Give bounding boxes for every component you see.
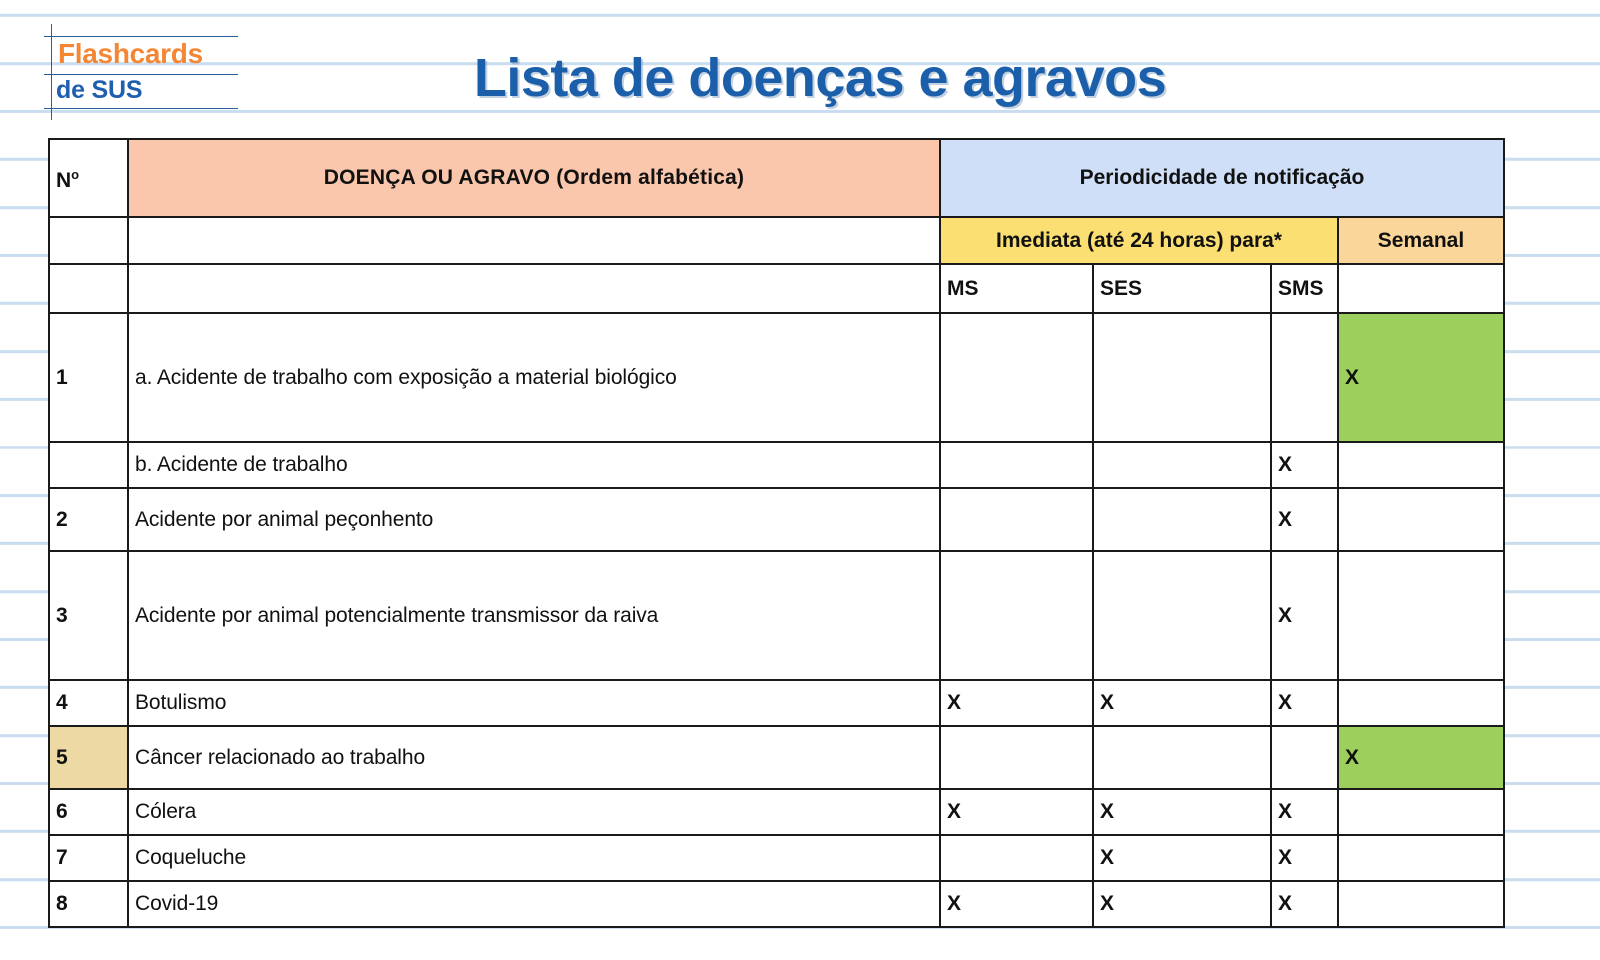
table-row [49, 680, 1504, 726]
row-mark-semanal [1338, 835, 1504, 881]
logo-rule-bottom [44, 108, 238, 109]
row-number-cell: 6 [49, 789, 128, 835]
row-mark-ses [1093, 726, 1271, 789]
row-mark-ms [940, 726, 1093, 789]
row-disease-cell: Botulismo [128, 680, 940, 726]
row-mark-ses: X [1093, 789, 1271, 835]
row-disease-cell: Covid-19 [128, 881, 940, 927]
table-row [49, 442, 1504, 488]
row-mark-ms: X [940, 789, 1093, 835]
row-mark-sms: X [1271, 680, 1338, 726]
flashcards-de-sus-logo [22, 22, 238, 110]
row-mark-ms: X [940, 881, 1093, 927]
row-mark-sms: X [1271, 488, 1338, 551]
row-mark-semanal [1338, 551, 1504, 680]
header-number-label: $N^o$ [56, 167, 80, 192]
row-mark-sms: X [1271, 881, 1338, 927]
header-immediate-cell: Imediata (até 24 horas) para* [940, 217, 1338, 264]
header-periodicity-cell: Periodicidade de notificação [940, 139, 1504, 217]
row-mark-ms: X [940, 680, 1093, 726]
row-disease-cell: Coqueluche [128, 835, 940, 881]
row-mark-sms: X [1271, 551, 1338, 680]
row-disease-cell: Câncer relacionado ao trabalho [128, 726, 940, 789]
table-body [49, 313, 1504, 927]
table-row [49, 313, 1504, 442]
row-mark-ses [1093, 551, 1271, 680]
header-number-spacer-2 [49, 264, 128, 313]
row-mark-sms [1271, 726, 1338, 789]
row-disease-cell: Cólera [128, 789, 940, 835]
logo-word-de-sus: de SUS [56, 76, 143, 104]
table-row [49, 881, 1504, 927]
header-disease-cell: DOENÇA OU AGRAVO (Ordem alfabética) [128, 139, 940, 217]
table-row [49, 551, 1504, 680]
table-header-row-3 [49, 264, 1504, 313]
row-mark-ses: X [1093, 680, 1271, 726]
row-mark-ms [940, 835, 1093, 881]
header-sub-ses: SES [1093, 264, 1271, 313]
row-mark-sms [1271, 313, 1338, 442]
row-number-cell [49, 442, 128, 488]
row-mark-ms [940, 313, 1093, 442]
row-mark-sms: X [1271, 789, 1338, 835]
row-disease-cell: a. Acidente de trabalho com exposição a material biológico [128, 313, 940, 442]
row-mark-ses [1093, 313, 1271, 442]
table-row [49, 726, 1504, 789]
row-number-cell: 2 [49, 488, 128, 551]
row-mark-semanal [1338, 488, 1504, 551]
row-number-cell: 7 [49, 835, 128, 881]
logo-word-flashcards: Flashcards [58, 38, 203, 69]
row-mark-ses: X [1093, 835, 1271, 881]
header-sub-sms: SMS [1271, 264, 1338, 313]
row-mark-semanal: X [1338, 313, 1504, 442]
row-mark-ses [1093, 488, 1271, 551]
row-mark-sms: X [1271, 835, 1338, 881]
table-row [49, 835, 1504, 881]
row-mark-ms [940, 551, 1093, 680]
table-row [49, 488, 1504, 551]
page-title: Lista de doenças e agravos [473, 48, 1167, 108]
header-number-spacer [49, 217, 128, 264]
header-weekly-spacer [1338, 264, 1504, 313]
table-header-row-2 [49, 217, 1504, 264]
row-disease-cell: b. Acidente de trabalho [128, 442, 940, 488]
row-mark-semanal [1338, 680, 1504, 726]
row-number-cell: 5 [49, 726, 128, 789]
row-number-cell: 8 [49, 881, 128, 927]
table-header-row-1 [49, 139, 1504, 217]
row-mark-sms: X [1271, 442, 1338, 488]
row-mark-semanal [1338, 442, 1504, 488]
header-disease-spacer [128, 217, 940, 264]
row-number-cell: 4 [49, 680, 128, 726]
row-number-cell: 3 [49, 551, 128, 680]
row-mark-ses [1093, 442, 1271, 488]
row-mark-ses: X [1093, 881, 1271, 927]
row-disease-cell: Acidente por animal peçonhento [128, 488, 940, 551]
row-number-cell: 1 [49, 313, 128, 442]
row-mark-semanal: X [1338, 726, 1504, 789]
row-mark-semanal [1338, 789, 1504, 835]
logo-vertical-rule [51, 24, 52, 120]
table-row [49, 789, 1504, 835]
row-mark-semanal [1338, 881, 1504, 927]
header-number-cell [49, 139, 128, 217]
row-disease-cell: Acidente por animal potencialmente transmissor da raiva [128, 551, 940, 680]
header-weekly-cell: Semanal [1338, 217, 1504, 264]
header-disease-spacer-2 [128, 264, 940, 313]
row-mark-ms [940, 442, 1093, 488]
diseases-table [48, 138, 1505, 928]
row-mark-ms [940, 488, 1093, 551]
header-sub-ms: MS [940, 264, 1093, 313]
